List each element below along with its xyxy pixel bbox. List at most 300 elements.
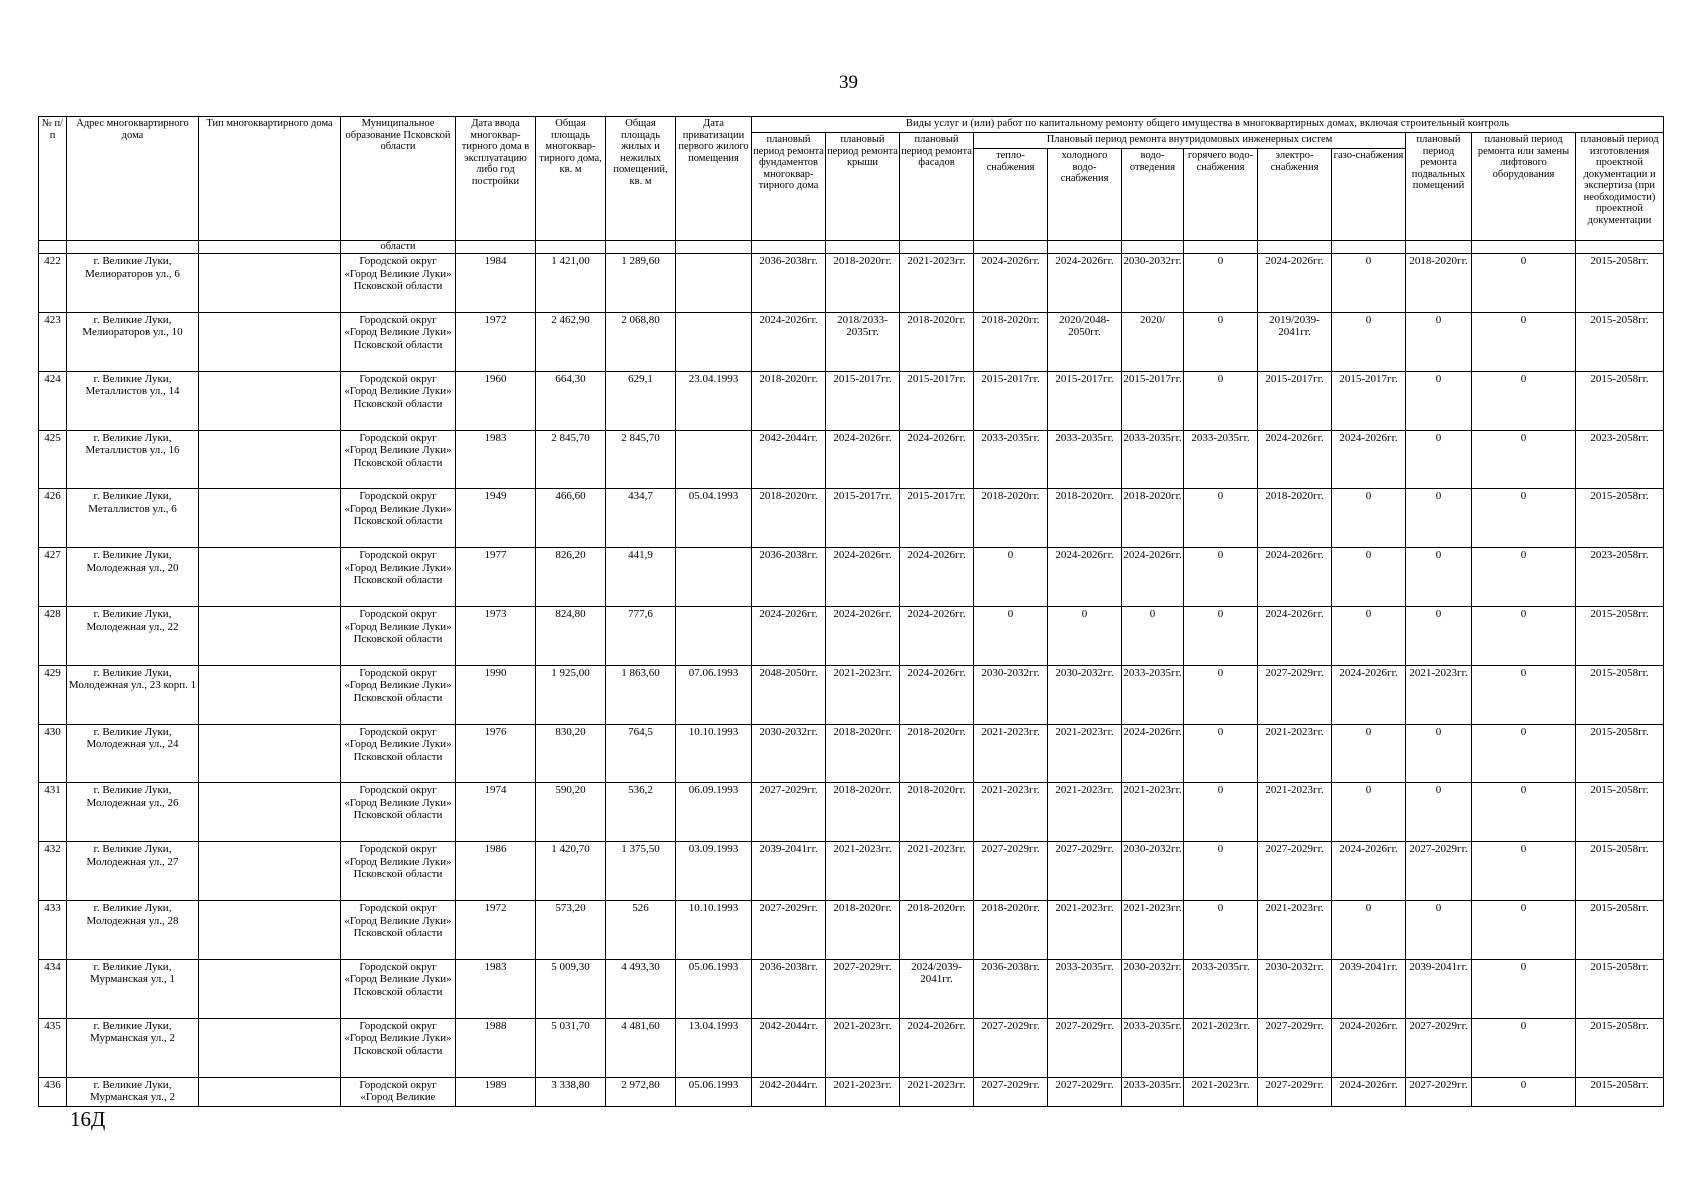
- cell-basement: 0: [1406, 430, 1472, 489]
- cell-total-area: 466,60: [536, 489, 606, 548]
- cell-electric: 2024-2026гг.: [1258, 607, 1332, 666]
- cell-facade: 2018-2020гг.: [900, 783, 974, 842]
- cell-design: 2015-2058гг.: [1576, 665, 1664, 724]
- cell-num: 426: [39, 489, 67, 548]
- cell-address: г. Великие Луки, Металлистов ул., 6: [67, 489, 199, 548]
- cell-foundation: 2042-2044гг.: [752, 1077, 826, 1106]
- cell-cold-water: 2020/2048-2050гг.: [1048, 312, 1122, 371]
- cell-heat: 2018-2020гг.: [974, 312, 1048, 371]
- cell-foundation: 2018-2020гг.: [752, 489, 826, 548]
- spill-municipality-cell: области: [341, 241, 456, 254]
- cell-roof: 2018-2020гг.: [826, 724, 900, 783]
- cell-roof: 2018-2020гг.: [826, 901, 900, 960]
- cell-hot-water: 0: [1184, 724, 1258, 783]
- cell-heat: 2027-2029гг.: [974, 842, 1048, 901]
- cell-basement: 2027-2029гг.: [1406, 1077, 1472, 1106]
- cell-address: г. Великие Луки, Молодежная ул., 20: [67, 548, 199, 607]
- cell-basement: 0: [1406, 901, 1472, 960]
- header-elevator: плановый период ремонта или замены лифтового оборудования: [1472, 133, 1576, 241]
- cell-gas: 2024-2026гг.: [1332, 430, 1406, 489]
- cell-basement: 0: [1406, 783, 1472, 842]
- cell-house-type: [199, 489, 341, 548]
- cell-drainage: 2021-2023гг.: [1122, 901, 1184, 960]
- cell-elevator: 0: [1472, 842, 1576, 901]
- cell-house-type: [199, 607, 341, 666]
- cell-heat: 2018-2020гг.: [974, 489, 1048, 548]
- cell-privatization-date: [676, 254, 752, 313]
- cell-year: 1972: [456, 312, 536, 371]
- table-row: [39, 842, 1664, 901]
- table-row: [39, 430, 1664, 489]
- cell-roof: 2021-2023гг.: [826, 842, 900, 901]
- cell-design: 2015-2058гг.: [1576, 489, 1664, 548]
- cell-municipality: Городской округ «Город Великие Луки» Псковской области: [341, 783, 456, 842]
- cell-drainage: 2021-2023гг.: [1122, 783, 1184, 842]
- cell-hot-water: 0: [1184, 607, 1258, 666]
- cell-drainage: 2024-2026гг.: [1122, 724, 1184, 783]
- cell-privatization-date: 03.09.1993: [676, 842, 752, 901]
- header-drainage: водо-отведения: [1122, 149, 1184, 241]
- cell-foundation: 2036-2038гг.: [752, 548, 826, 607]
- cell-drainage: 2033-2035гг.: [1122, 1077, 1184, 1106]
- cell-gas: 0: [1332, 607, 1406, 666]
- cell-design: 2015-2058гг.: [1576, 842, 1664, 901]
- cell-elevator: 0: [1472, 1018, 1576, 1077]
- cell-privatization-date: 05.06.1993: [676, 1077, 752, 1106]
- cell-municipality: Городской округ «Город Великие Луки» Псковской области: [341, 371, 456, 430]
- cell-facade: 2024-2026гг.: [900, 607, 974, 666]
- header-house-type: Тип многоквартирного дома: [199, 117, 341, 241]
- cell-facade: 2015-2017гг.: [900, 489, 974, 548]
- cell-basement: 2021-2023гг.: [1406, 665, 1472, 724]
- cell-num: 435: [39, 1018, 67, 1077]
- cell-municipality: Городской округ «Город Великие Луки» Псковской области: [341, 901, 456, 960]
- cell-basement: 0: [1406, 489, 1472, 548]
- cell-roof: 2027-2029гг.: [826, 959, 900, 1018]
- cell-design: 2015-2058гг.: [1576, 371, 1664, 430]
- table-row: [39, 901, 1664, 960]
- cell-privatization-date: [676, 607, 752, 666]
- cell-elevator: 0: [1472, 254, 1576, 313]
- cell-elevator: 0: [1472, 959, 1576, 1018]
- cell-house-type: [199, 1018, 341, 1077]
- cell-year: 1974: [456, 783, 536, 842]
- cell-house-type: [199, 430, 341, 489]
- cell-heat: 2021-2023гг.: [974, 783, 1048, 842]
- cell-cold-water: 2024-2026гг.: [1048, 548, 1122, 607]
- header-roof: плановый период ремонта крыши: [826, 133, 900, 241]
- cell-municipality: Городской округ «Город Великие Луки» Псковской области: [341, 665, 456, 724]
- table-row: [39, 548, 1664, 607]
- cell-basement: 0: [1406, 312, 1472, 371]
- cell-num: 422: [39, 254, 67, 313]
- cell-heat: 2015-2017гг.: [974, 371, 1048, 430]
- header-heat: тепло-снабжения: [974, 149, 1048, 241]
- cell-gas: 0: [1332, 901, 1406, 960]
- header-address: Адрес многоквартирного дома: [67, 117, 199, 241]
- cell-elevator: 0: [1472, 783, 1576, 842]
- cell-basement: 0: [1406, 724, 1472, 783]
- cell-hot-water: 0: [1184, 254, 1258, 313]
- cell-living-area: 4 481,60: [606, 1018, 676, 1077]
- cell-drainage: 2015-2017гг.: [1122, 371, 1184, 430]
- cell-address: г. Великие Луки, Мелиораторов ул., 10: [67, 312, 199, 371]
- cell-drainage: 2018-2020гг.: [1122, 489, 1184, 548]
- cell-design: 2023-2058гг.: [1576, 548, 1664, 607]
- cell-num: 427: [39, 548, 67, 607]
- cell-privatization-date: 05.06.1993: [676, 959, 752, 1018]
- cell-heat: 2018-2020гг.: [974, 901, 1048, 960]
- cell-basement: 0: [1406, 371, 1472, 430]
- cell-municipality: Городской округ «Город Великие Луки» Псковской области: [341, 489, 456, 548]
- cell-gas: 2024-2026гг.: [1332, 1018, 1406, 1077]
- cell-cold-water: 0: [1048, 607, 1122, 666]
- table-row: [39, 254, 1664, 313]
- cell-gas: 2024-2026гг.: [1332, 842, 1406, 901]
- cell-elevator: 0: [1472, 548, 1576, 607]
- table-row: [39, 489, 1664, 548]
- cell-foundation: 2027-2029гг.: [752, 783, 826, 842]
- header-hot-water: горячего водо-снабжения: [1184, 149, 1258, 241]
- header-basement: плановый период ремонта подвальных помещений: [1406, 133, 1472, 241]
- cell-hot-water: 0: [1184, 901, 1258, 960]
- cell-year: 1973: [456, 607, 536, 666]
- cell-municipality: Городской округ «Город Великие Луки» Псковской области: [341, 312, 456, 371]
- cell-foundation: 2030-2032гг.: [752, 724, 826, 783]
- cell-roof: 2021-2023гг.: [826, 1018, 900, 1077]
- cell-drainage: 2033-2035гг.: [1122, 430, 1184, 489]
- cell-heat: 2027-2029гг.: [974, 1018, 1048, 1077]
- cell-foundation: 2036-2038гг.: [752, 959, 826, 1018]
- cell-heat: 2027-2029гг.: [974, 1077, 1048, 1106]
- cell-year: 1984: [456, 254, 536, 313]
- cell-address: г. Великие Луки, Молодежная ул., 28: [67, 901, 199, 960]
- cell-municipality: Городской округ «Город Великие Луки» Псковской области: [341, 959, 456, 1018]
- cell-total-area: 664,30: [536, 371, 606, 430]
- cell-cold-water: 2021-2023гг.: [1048, 724, 1122, 783]
- header-facade: плановый период ремонта фасадов: [900, 133, 974, 241]
- cell-privatization-date: 05.04.1993: [676, 489, 752, 548]
- table-row: [39, 783, 1664, 842]
- cell-heat: 2033-2035гг.: [974, 430, 1048, 489]
- cell-privatization-date: [676, 430, 752, 489]
- cell-address: г. Великие Луки, Металлистов ул., 14: [67, 371, 199, 430]
- cell-total-area: 1 421,00: [536, 254, 606, 313]
- cell-privatization-date: 10.10.1993: [676, 724, 752, 783]
- cell-hot-water: 2021-2023гг.: [1184, 1077, 1258, 1106]
- cell-basement: 2039-2041гг.: [1406, 959, 1472, 1018]
- cell-privatization-date: 10.10.1993: [676, 901, 752, 960]
- cell-year: 1983: [456, 430, 536, 489]
- cell-design: 2015-2058гг.: [1576, 901, 1664, 960]
- cell-privatization-date: [676, 312, 752, 371]
- cell-address: г. Великие Луки, Мелиораторов ул., 6: [67, 254, 199, 313]
- cell-heat: 0: [974, 607, 1048, 666]
- cell-elevator: 0: [1472, 312, 1576, 371]
- cell-hot-water: 0: [1184, 665, 1258, 724]
- cell-num: 433: [39, 901, 67, 960]
- cell-foundation: 2042-2044гг.: [752, 430, 826, 489]
- cell-total-area: 826,20: [536, 548, 606, 607]
- cell-elevator: 0: [1472, 665, 1576, 724]
- cell-house-type: [199, 548, 341, 607]
- cell-gas: 2015-2017гг.: [1332, 371, 1406, 430]
- cell-municipality: Городской округ «Город Великие Луки» Псковской области: [341, 1018, 456, 1077]
- cell-privatization-date: 23.04.1993: [676, 371, 752, 430]
- table-row: [39, 1018, 1664, 1077]
- cell-basement: 2027-2029гг.: [1406, 842, 1472, 901]
- cell-electric: 2024-2026гг.: [1258, 548, 1332, 607]
- cell-year: 1976: [456, 724, 536, 783]
- cell-living-area: 1 289,60: [606, 254, 676, 313]
- cell-drainage: 0: [1122, 607, 1184, 666]
- footer-code: 16Д: [70, 1107, 106, 1131]
- cell-electric: 2021-2023гг.: [1258, 783, 1332, 842]
- cell-foundation: 2039-2041гг.: [752, 842, 826, 901]
- cell-electric: 2021-2023гг.: [1258, 901, 1332, 960]
- cell-cold-water: 2024-2026гг.: [1048, 254, 1122, 313]
- cell-electric: 2024-2026гг.: [1258, 430, 1332, 489]
- cell-facade: 2021-2023гг.: [900, 842, 974, 901]
- cell-hot-water: 0: [1184, 371, 1258, 430]
- spill-row: [39, 241, 1664, 254]
- cell-hot-water: 2033-2035гг.: [1184, 959, 1258, 1018]
- cell-living-area: 434,7: [606, 489, 676, 548]
- cell-design: 2015-2058гг.: [1576, 312, 1664, 371]
- cell-drainage: 2024-2026гг.: [1122, 548, 1184, 607]
- cell-foundation: 2024-2026гг.: [752, 607, 826, 666]
- cell-privatization-date: 07.06.1993: [676, 665, 752, 724]
- page-number: 39: [839, 72, 858, 93]
- cell-living-area: 4 493,30: [606, 959, 676, 1018]
- cell-living-area: 2 068,80: [606, 312, 676, 371]
- cell-total-area: 824,80: [536, 607, 606, 666]
- cell-hot-water: 0: [1184, 312, 1258, 371]
- cell-drainage: 2030-2032гг.: [1122, 254, 1184, 313]
- cell-roof: 2024-2026гг.: [826, 430, 900, 489]
- table-row: [39, 665, 1664, 724]
- cell-facade: 2024-2026гг.: [900, 665, 974, 724]
- cell-total-area: 5 031,70: [536, 1018, 606, 1077]
- cell-cold-water: 2018-2020гг.: [1048, 489, 1122, 548]
- cell-cold-water: 2033-2035гг.: [1048, 959, 1122, 1018]
- cell-foundation: 2048-2050гг.: [752, 665, 826, 724]
- cell-facade: 2024/2039-2041гг.: [900, 959, 974, 1018]
- cell-num: 429: [39, 665, 67, 724]
- cell-drainage: 2033-2035гг.: [1122, 665, 1184, 724]
- cell-electric: 2015-2017гг.: [1258, 371, 1332, 430]
- cell-num: 430: [39, 724, 67, 783]
- cell-drainage: 2030-2032гг.: [1122, 842, 1184, 901]
- cell-address: г. Великие Луки, Молодежная ул., 24: [67, 724, 199, 783]
- cell-num: 428: [39, 607, 67, 666]
- cell-foundation: 2024-2026гг.: [752, 312, 826, 371]
- cell-cold-water: 2027-2029гг.: [1048, 1077, 1122, 1106]
- cell-gas: 0: [1332, 489, 1406, 548]
- cell-design: 2015-2058гг.: [1576, 607, 1664, 666]
- header-engineering-group: Плановый период ремонта внутридомовых инженерных систем: [974, 133, 1406, 149]
- cell-total-area: 3 338,80: [536, 1077, 606, 1106]
- cell-living-area: 441,9: [606, 548, 676, 607]
- header-gas: газо-снабжения: [1332, 149, 1406, 241]
- cell-total-area: 5 009,30: [536, 959, 606, 1018]
- cell-house-type: [199, 959, 341, 1018]
- cell-roof: 2015-2017гг.: [826, 371, 900, 430]
- cell-house-type: [199, 724, 341, 783]
- cell-gas: 0: [1332, 783, 1406, 842]
- cell-drainage: 2033-2035гг.: [1122, 1018, 1184, 1077]
- cell-municipality: Городской округ «Город Великие: [341, 1077, 456, 1106]
- header-municipality: Муниципальное образование Псковской области: [341, 117, 456, 241]
- table-row: [39, 959, 1664, 1018]
- cell-privatization-date: 13.04.1993: [676, 1018, 752, 1077]
- cell-design: 2015-2058гг.: [1576, 959, 1664, 1018]
- cell-roof: 2024-2026гг.: [826, 548, 900, 607]
- cell-num: 431: [39, 783, 67, 842]
- cell-address: г. Великие Луки, Молодежная ул., 26: [67, 783, 199, 842]
- cell-total-area: 1 420,70: [536, 842, 606, 901]
- cell-gas: 2039-2041гг.: [1332, 959, 1406, 1018]
- header-electric: электро-снабжения: [1258, 149, 1332, 241]
- cell-municipality: Городской округ «Город Великие Луки» Псковской области: [341, 724, 456, 783]
- cell-foundation: 2036-2038гг.: [752, 254, 826, 313]
- cell-num: 424: [39, 371, 67, 430]
- cell-living-area: 764,5: [606, 724, 676, 783]
- cell-electric: 2027-2029гг.: [1258, 665, 1332, 724]
- cell-design: 2023-2058гг.: [1576, 430, 1664, 489]
- cell-elevator: 0: [1472, 607, 1576, 666]
- cell-cold-water: 2021-2023гг.: [1048, 783, 1122, 842]
- cell-address: г. Великие Луки, Мурманская ул., 2: [67, 1018, 199, 1077]
- cell-basement: 2027-2029гг.: [1406, 1018, 1472, 1077]
- cell-living-area: 2 845,70: [606, 430, 676, 489]
- cell-hot-water: 0: [1184, 783, 1258, 842]
- table-body: [39, 241, 1664, 1107]
- table-row: [39, 724, 1664, 783]
- cell-living-area: 536,2: [606, 783, 676, 842]
- cell-electric: 2018-2020гг.: [1258, 489, 1332, 548]
- cell-roof: 2021-2023гг.: [826, 665, 900, 724]
- cell-elevator: 0: [1472, 724, 1576, 783]
- cell-hot-water: 0: [1184, 548, 1258, 607]
- cell-facade: 2024-2026гг.: [900, 430, 974, 489]
- cell-facade: 2018-2020гг.: [900, 901, 974, 960]
- cell-electric: 2030-2032гг.: [1258, 959, 1332, 1018]
- cell-living-area: 2 972,80: [606, 1077, 676, 1106]
- cell-living-area: 1 375,50: [606, 842, 676, 901]
- cell-gas: 0: [1332, 724, 1406, 783]
- cell-num: 434: [39, 959, 67, 1018]
- cell-house-type: [199, 254, 341, 313]
- cell-cold-water: 2027-2029гг.: [1048, 1018, 1122, 1077]
- cell-num: 423: [39, 312, 67, 371]
- cell-roof: 2024-2026гг.: [826, 607, 900, 666]
- cell-address: г. Великие Луки, Молодежная ул., 27: [67, 842, 199, 901]
- cell-address: г. Великие Луки, Мурманская ул., 2: [67, 1077, 199, 1106]
- cell-facade: 2015-2017гг.: [900, 371, 974, 430]
- cell-address: г. Великие Луки, Металлистов ул., 16: [67, 430, 199, 489]
- cell-living-area: 1 863,60: [606, 665, 676, 724]
- cell-house-type: [199, 783, 341, 842]
- cell-facade: 2021-2023гг.: [900, 1077, 974, 1106]
- cell-year: 1986: [456, 842, 536, 901]
- cell-living-area: 777,6: [606, 607, 676, 666]
- cell-hot-water: 0: [1184, 842, 1258, 901]
- cell-elevator: 0: [1472, 489, 1576, 548]
- cell-foundation: 2027-2029гг.: [752, 901, 826, 960]
- cell-municipality: Городской округ «Город Великие Луки» Псковской области: [341, 430, 456, 489]
- cell-num: 425: [39, 430, 67, 489]
- cell-roof: 2018/2033-2035гг.: [826, 312, 900, 371]
- cell-cold-water: 2021-2023гг.: [1048, 901, 1122, 960]
- header-works-group: Виды услуг и (или) работ по капитальному ремонту общего имущества в многоквартирных домах, включая строительный контроль: [752, 117, 1664, 133]
- cell-gas: 0: [1332, 548, 1406, 607]
- cell-basement: 0: [1406, 607, 1472, 666]
- cell-design: 2015-2058гг.: [1576, 724, 1664, 783]
- cell-hot-water: 2033-2035гг.: [1184, 430, 1258, 489]
- cell-foundation: 2018-2020гг.: [752, 371, 826, 430]
- cell-drainage: 2020/: [1122, 312, 1184, 371]
- table-row: [39, 607, 1664, 666]
- cell-foundation: 2042-2044гг.: [752, 1018, 826, 1077]
- header-foundation: плановый период ремонта фундаментов многоквар-тирного дома: [752, 133, 826, 241]
- cell-elevator: 0: [1472, 1077, 1576, 1106]
- cell-elevator: 0: [1472, 430, 1576, 489]
- cell-elevator: 0: [1472, 901, 1576, 960]
- header-cold-water: холодного водо-снабжения: [1048, 149, 1122, 241]
- cell-total-area: 830,20: [536, 724, 606, 783]
- header-design: плановый период изготовления проектной документации и экспертиза (при необходимости) проектной документации: [1576, 133, 1664, 241]
- cell-electric: 2027-2029гг.: [1258, 842, 1332, 901]
- table-row: [39, 312, 1664, 371]
- cell-heat: 2021-2023гг.: [974, 724, 1048, 783]
- cell-privatization-date: 06.09.1993: [676, 783, 752, 842]
- cell-cold-water: 2027-2029гг.: [1048, 842, 1122, 901]
- cell-basement: 2018-2020гг.: [1406, 254, 1472, 313]
- cell-design: 2015-2058гг.: [1576, 1018, 1664, 1077]
- cell-gas: 0: [1332, 254, 1406, 313]
- cell-num: 432: [39, 842, 67, 901]
- cell-address: г. Великие Луки, Молодежная ул., 23 корп. 1: [67, 665, 199, 724]
- cell-living-area: 526: [606, 901, 676, 960]
- cell-total-area: 2 845,70: [536, 430, 606, 489]
- cell-privatization-date: [676, 548, 752, 607]
- cell-house-type: [199, 1077, 341, 1106]
- cell-cold-water: 2015-2017гг.: [1048, 371, 1122, 430]
- cell-gas: 2024-2026гг.: [1332, 665, 1406, 724]
- cell-basement: 0: [1406, 548, 1472, 607]
- cell-address: г. Великие Луки, Мурманская ул., 1: [67, 959, 199, 1018]
- cell-facade: 2018-2020гг.: [900, 724, 974, 783]
- table-row: [39, 371, 1664, 430]
- header-privatization-date: Дата приватизации первого жилого помещения: [676, 117, 752, 241]
- cell-total-area: 573,20: [536, 901, 606, 960]
- cell-year: 1949: [456, 489, 536, 548]
- cell-municipality: Городской округ «Город Великие Луки» Псковской области: [341, 548, 456, 607]
- cell-heat: 0: [974, 548, 1048, 607]
- cell-roof: 2021-2023гг.: [826, 1077, 900, 1106]
- cell-municipality: Городской округ «Город Великие Луки» Псковской области: [341, 254, 456, 313]
- cell-total-area: 590,20: [536, 783, 606, 842]
- cell-roof: 2018-2020гг.: [826, 254, 900, 313]
- cell-year: 1988: [456, 1018, 536, 1077]
- cell-facade: 2024-2026гг.: [900, 548, 974, 607]
- cell-year: 1983: [456, 959, 536, 1018]
- cell-year: 1977: [456, 548, 536, 607]
- cell-year: 1990: [456, 665, 536, 724]
- header-num: № п/п: [39, 117, 67, 241]
- cell-hot-water: 0: [1184, 489, 1258, 548]
